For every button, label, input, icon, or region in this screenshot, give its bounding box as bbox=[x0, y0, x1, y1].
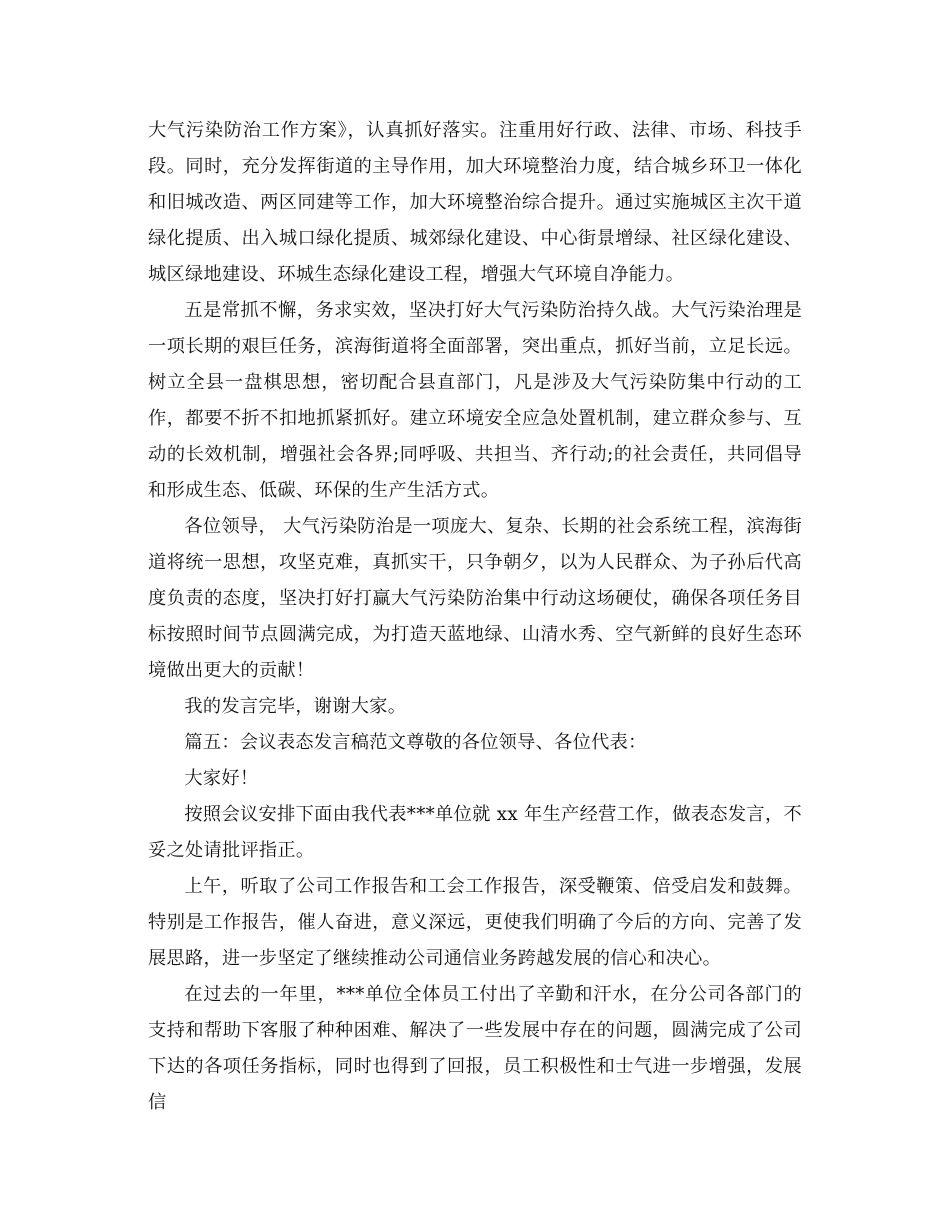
paragraph: 上午，听取了公司工作报告和工会工作报告，深受鞭策、倍受启发和鼓舞。特别是工作报告，催人奋进，意义深远，更使我们明确了今后的方向、完善了发展思路，进一步坚定了继续推动公司通信业务跨越发展的信心和决心。 bbox=[148, 876, 802, 969]
paragraph: 各位领导， 大气污染防治是一项庞大、复杂、长期的社会系统工程，滨海街道将统一思想，攻坚克难，真抓实干，只争朝夕，以为人民群众、为子孙后代高度负责的态度，坚决打好打赢大气污染防治集中行动这场硬仗，确保各项任务目标按照时间节点圆满完成，为打造天蓝地绿、山清水秀、空气新鲜的良好生态环境做出更大的贡献！ bbox=[148, 516, 802, 681]
greeting: 大家好！ bbox=[184, 768, 259, 789]
paragraph: 按照会议安排下面由我代表***单位就 xx 年生产经营工作，做表态发言，不妥之处请批评指正。 bbox=[148, 804, 802, 861]
paragraph: 大气污染防治工作方案》，认真抓好落实。注重用好行政、法律、市场、科技手段。同时，充分发挥街道的主导作用，加大环境整治力度，结合城乡环卫一体化和旧城改造、两区同建等工作，加大环境整治综合提升。通过实施城区主次干道绿化提质、出入城口绿化提质、城郊绿化建设、中心街景增绿、社区绿化建设、城区绿地建设、环城生态绿化建设工程，增强大气环境自净能力。 bbox=[148, 120, 802, 285]
paragraph: 在过去的一年里，***单位全体员工付出了辛勤和汗水，在分公司各部门的支持和帮助下客服了种种困难、解决了一些发展中存在的问题，圆满完成了公司下达的各项任务指标，同时也得到了回报，员工积极性和士气进一步增强，发展信 bbox=[148, 984, 802, 1113]
paragraph: 我的发言完毕，谢谢大家。 bbox=[184, 696, 407, 717]
section-heading: 篇五：会议表态发言稿范文尊敬的各位领导、各位代表： bbox=[184, 732, 647, 753]
document-body bbox=[148, 113, 802, 1121]
paragraph: 五是常抓不懈，务求实效，坚决打好大气污染防治持久战。大气污染治理是一项长期的艰巨任务，滨海街道将全面部署，突出重点，抓好当前，立足长远。树立全县一盘棋思想，密切配合县直部门，凡是涉及大气污染防集中行动的工作，都要不折不扣地抓紧抓好。建立环境安全应急处置机制，建立群众参与、互动的长效机制，增强社会各界;同呼吸、共担当、齐行动;的社会责任，共同倡导和形成生态、低碳、环保的生产生活方式。 bbox=[148, 300, 802, 501]
